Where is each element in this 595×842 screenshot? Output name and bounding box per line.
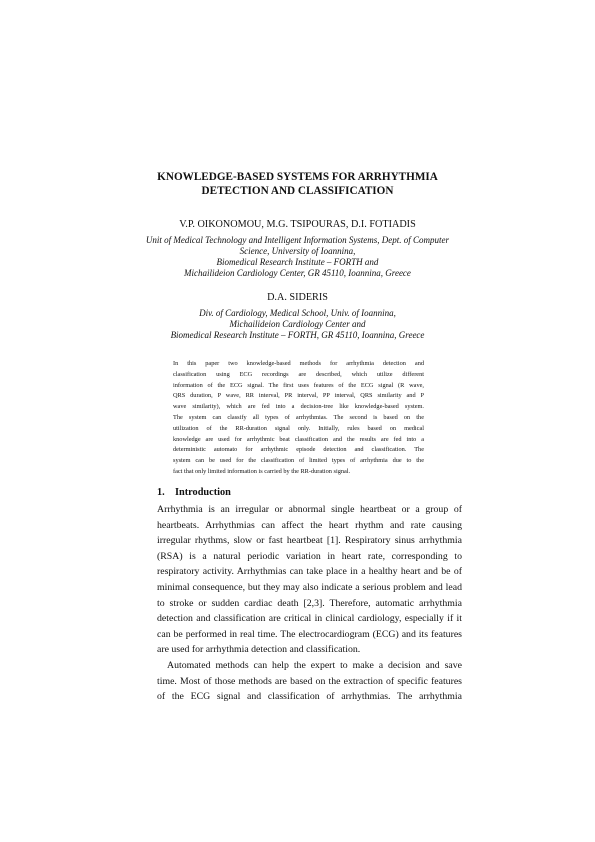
authors-primary: V.P. OIKONOMOU, M.G. TSIPOURAS, D.I. FOTIADIS xyxy=(179,219,416,230)
body-line: are used for arrhythmia detection and classification. xyxy=(157,644,361,656)
abstract-line: classification using ECG recordings are described, which utilize different xyxy=(173,370,424,378)
section-heading xyxy=(157,486,231,500)
abstract-line: The system can classify all types of arrhythmias. The second is based on the xyxy=(173,413,424,421)
abstract xyxy=(173,359,424,478)
affiliation-line: Biomedical Research Institute – FORTH and xyxy=(216,257,379,267)
abstract-line: information of the ECG signal. The first uses features of the ECG signal (R wave, xyxy=(173,381,424,389)
authors-secondary: D.A. SIDERIS xyxy=(267,292,328,303)
abstract-line: In this paper two knowledge-based methods for arrhythmia detection and xyxy=(173,360,424,367)
section-title: Introduction xyxy=(175,487,231,498)
body-line: of the ECG signal and classification of arrhythmias. The arrhythmia xyxy=(157,691,462,703)
abstract-line: system can be used for the classification of limited types of arrhythmia due to the xyxy=(173,457,424,465)
body-line: respiratory activity. Arrhythmias can take place in a healthy heart and be of xyxy=(157,566,462,578)
body-line: heartbeats. Arrhythmias can affect the heart rhythm and rate causing xyxy=(157,519,462,531)
affiliation-line: Biomedical Research Institute – FORTH, GR 45110, Ioannina, Greece xyxy=(170,330,425,340)
paper-title xyxy=(100,171,495,198)
body-line: Arrhythmia is an irregular or abnormal single heartbeat or a group of xyxy=(157,504,462,515)
affiliation-primary xyxy=(120,235,475,279)
abstract-line: wave similarity), which are fed into a decision-tree like knowledge-based system. xyxy=(173,403,424,411)
body-line: irregular rhythms, slow or fast heartbeat [1]. Respiratory sinus arrhythmia xyxy=(157,535,462,547)
affiliation-line: Michailideion Cardiology Center, GR 45110, Ioannina, Greece xyxy=(184,268,411,278)
affiliation-line: Div. of Cardiology, Medical School, Univ. of Ioannina, xyxy=(199,308,396,318)
abstract-line: utilization of the RR-duration signal only. Initially, rules based on medical xyxy=(173,424,424,432)
body-line: can be performed in real time. The electrocardiogram (ECG) and its features xyxy=(157,628,462,640)
body-text xyxy=(157,502,462,705)
affiliation-line: Science, University of Ioannina, xyxy=(239,246,356,256)
abstract-line: fact that only limited information is carried by the RR-duration signal. xyxy=(173,467,351,475)
body-line: Automated methods can help the expert to make a decision and save xyxy=(167,659,462,671)
affiliation-line: Michailideion Cardiology Center and xyxy=(229,319,366,329)
body-line: time. Most of those methods are based on the extraction of specific features xyxy=(157,675,462,687)
affiliation-line: Unit of Medical Technology and Intelligent Information Systems, Dept. of Computer xyxy=(145,235,450,245)
abstract-line: knowledge are used for arrhythmic beat classification and the results are fed into a xyxy=(173,435,424,443)
abstract-line: QRS duration, P wave, RR interval, PR interval, PP interval, QRS similarity and P xyxy=(173,392,424,400)
body-line: detection and classification are critical in clinical cardiology, especially if it xyxy=(157,613,462,625)
abstract-line: deterministic automato for arrhythmic episode detection and classification. The xyxy=(173,446,424,454)
title-line-1: KNOWLEDGE-BASED SYSTEMS FOR ARRHYTHMIA xyxy=(157,171,438,183)
body-line: (RSA) is a natural periodic variation in heart rate, corresponding to xyxy=(157,550,462,562)
body-line: minimal consequence, but they may also indicate a serious problem and lead xyxy=(157,581,462,593)
affiliation-secondary xyxy=(120,308,475,341)
title-line-2: DETECTION AND CLASSIFICATION xyxy=(201,184,394,197)
section-number: 1. xyxy=(157,487,165,498)
body-line: to stroke or sudden cardiac death [2,3]. Therefore, automatic arrhythmia xyxy=(157,597,462,609)
